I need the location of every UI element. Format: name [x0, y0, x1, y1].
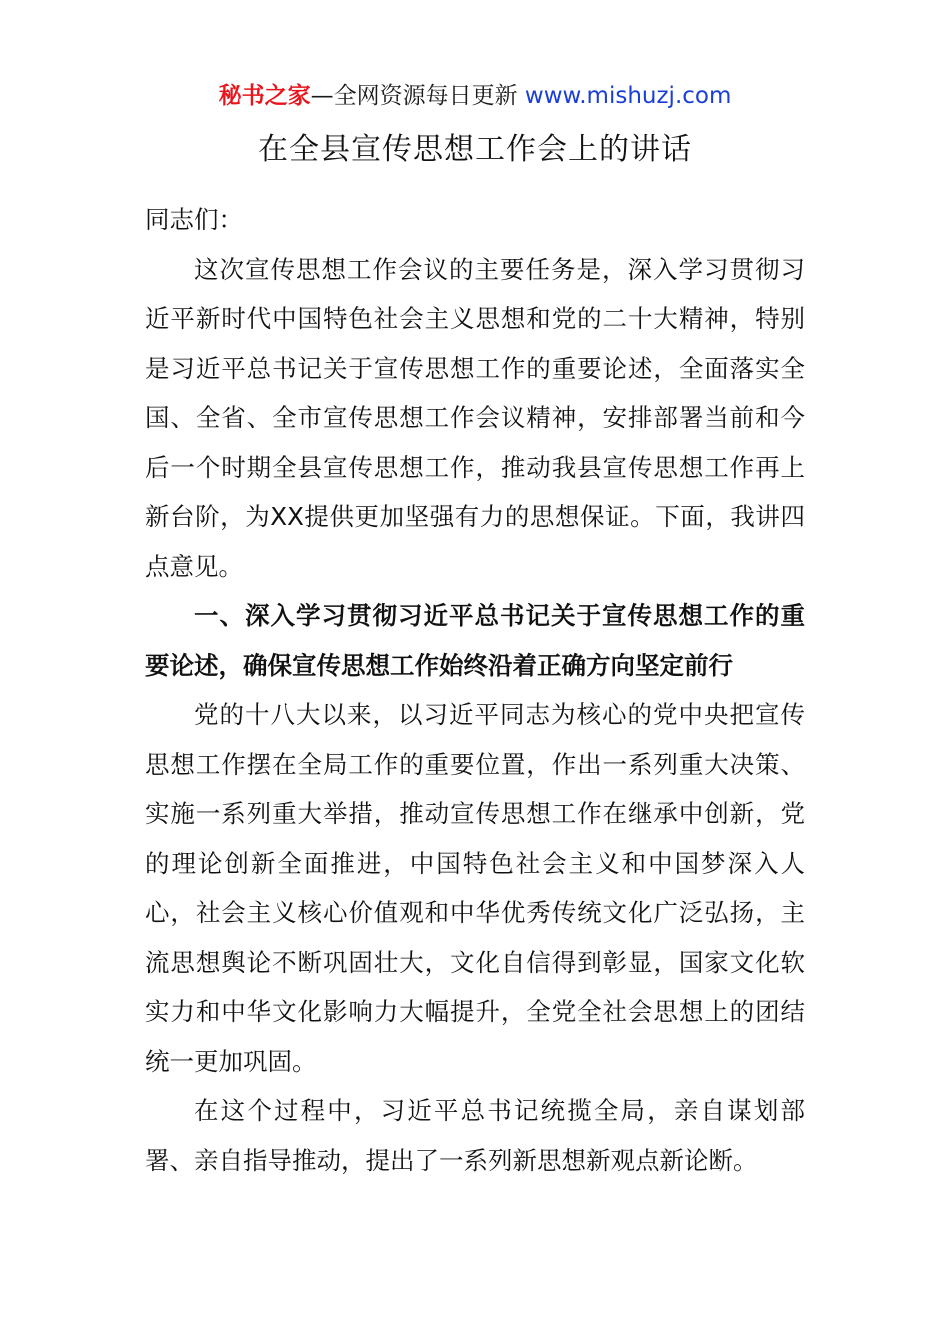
site-header — [0, 80, 950, 112]
document-body — [145, 195, 805, 1185]
site-url-link[interactable]: www.mishuzj.com — [524, 83, 732, 109]
document-title: 在全县宣传思想工作会上的讲话 — [258, 132, 692, 167]
section-heading: 一、深入学习贯彻习近平总书记关于宣传思想工作的重要论述，确保宣传思想工作始终沿着正确方向坚定前行 — [145, 601, 805, 680]
paragraph: 在这个过程中，习近平总书记统揽全局，亲自谋划部署、亲自指导推动，提出了一系列新思想新观点新论断。 — [145, 1096, 805, 1175]
header-slogan: —全网资源每日更新 — [310, 83, 518, 109]
brand-name: 秘书之家 — [218, 83, 311, 109]
paragraph: 党的十八大以来，以习近平同志为核心的党中央把宣传思想工作摆在全局工作的重要位置，作出一系列重大决策、实施一系列重大举措，推动宣传思想工作在继承中创新，党的理论创新全面推进，中国特色社会主义和中国梦深入人心，社会主义核心价值观和中华优秀传统文化广泛弘扬，主流思想舆论不断巩固壮大，文化自信得到彰显，国家文化软实力和中华文化影响力大幅提升，全党全社会思想上的团结统一更加巩固。 — [145, 700, 805, 1076]
paragraph: 这次宣传思想工作会议的主要任务是，深入学习贯彻习近平新时代中国特色社会主义思想和党的二十大精神，特别是习近平总书记关于宣传思想工作的重要论述，全面落实全国、全省、全市宣传思想工作会议精神，安排部署当前和今后一个时期全县宣传思想工作，推动我县宣传思想工作再上新台阶，为XX提供更加坚强有力的思想保证。下面，我讲四点意见。 — [145, 254, 805, 581]
salutation: 同志们： — [145, 205, 243, 234]
